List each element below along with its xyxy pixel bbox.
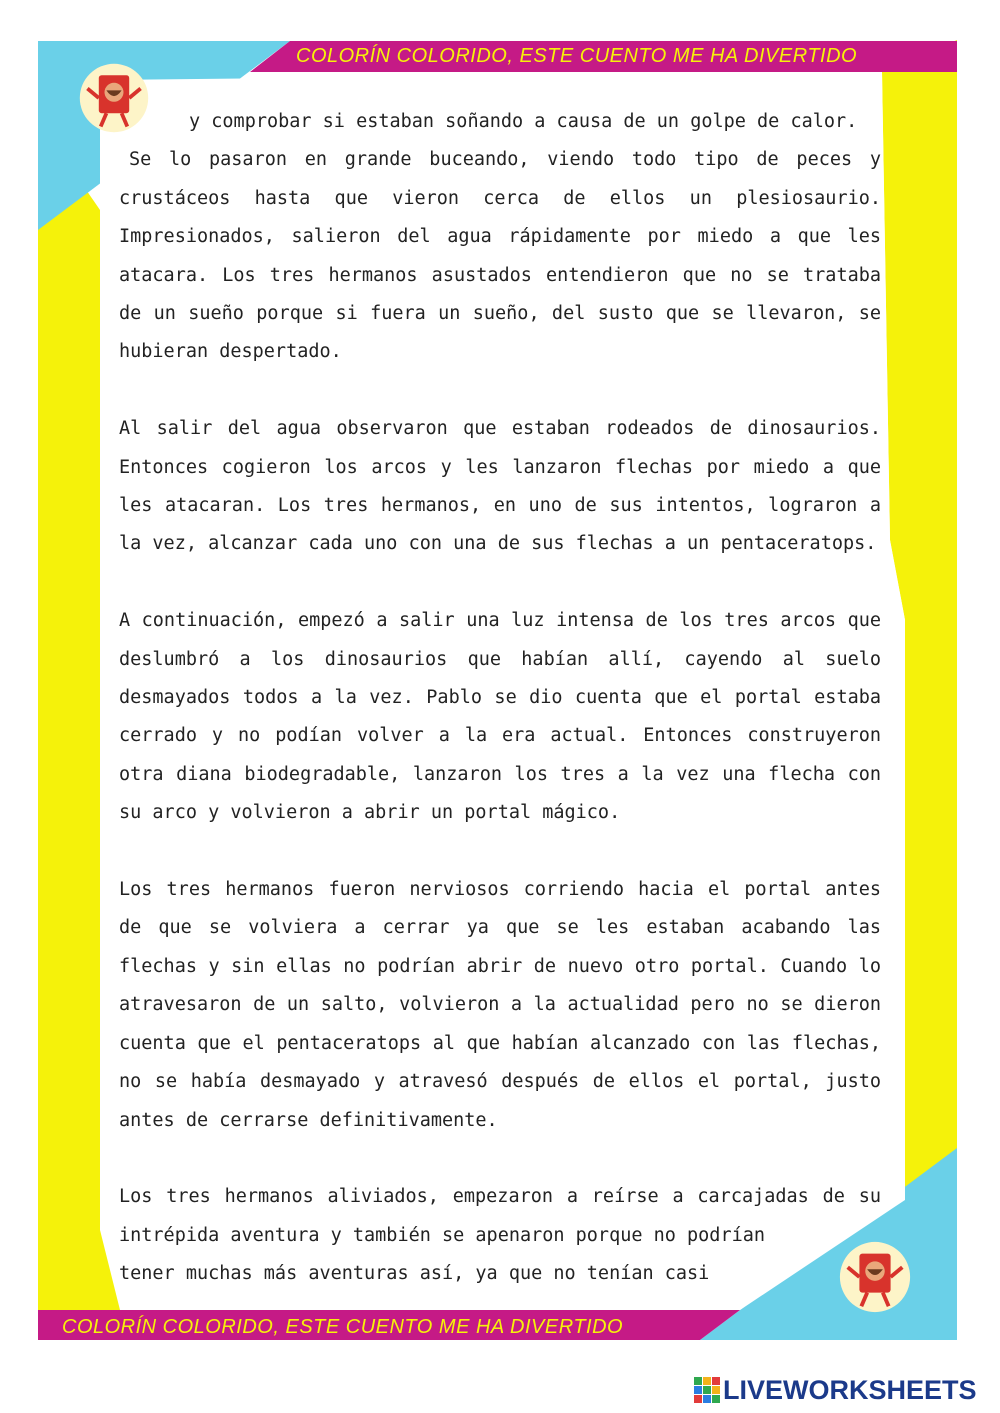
- text-line: Al salir del agua observaron que estaban rodeados de dinosaurios.: [119, 418, 881, 440]
- paragraph-4: [119, 871, 881, 1140]
- text-line: Entonces cogieron los arcos y les lanzaron flechas por miedo a que: [119, 456, 881, 478]
- text-line: les atacaran. Los tres hermanos, en uno de sus intentos, lograron a: [119, 495, 881, 517]
- paragraph-3: [119, 602, 881, 832]
- text-line: atravesaron de un salto, volvieron a la actualidad pero no se dieron: [119, 994, 881, 1016]
- text-line: de un sueño porque si fuera un sueño, del susto que se llevaron, se: [119, 303, 881, 325]
- text-line: Los tres hermanos fueron nerviosos corriendo hacia el portal antes: [119, 879, 881, 901]
- text-line: Impresionados, salieron del agua rápidamente por miedo a que les: [119, 226, 881, 248]
- text-line: hubieran despertado.: [119, 341, 342, 363]
- text-line: deslumbró a los dinosaurios que habían allí, cayendo al suelo: [119, 648, 881, 670]
- liveworksheets-brand[interactable]: [694, 1375, 977, 1405]
- text-line: antes de cerrarse definitivamente.: [119, 1109, 498, 1131]
- text-line: Se lo pasaron en grande buceando, viendo todo tipo de peces y: [129, 149, 881, 171]
- story-text: [119, 103, 881, 1294]
- text-line: intrépida aventura y también se apenaron porque no podrían: [119, 1224, 766, 1246]
- banner-bottom-text: COLORÍN COLORIDO, ESTE CUENTO ME HA DIVERTIDO: [62, 1316, 624, 1338]
- text-line: flechas y sin ellas no podrían abrir de nuevo otro portal. Cuando lo: [119, 955, 881, 977]
- brand-name: LIVEWORKSHEETS: [723, 1374, 977, 1405]
- text-line: otra diana biodegradable, lanzaron los tres a la vez una flecha con: [119, 763, 881, 785]
- text-line: no se había desmayado y atravesó después de ellos el portal, justo: [119, 1071, 881, 1093]
- paragraph-2: [119, 410, 881, 564]
- text-line: A continuación, empezó a salir una luz intensa de los tres arcos que: [119, 610, 881, 632]
- text-line: la vez, alcanzar cada uno con una de sus flechas a un pentaceratops.: [119, 533, 877, 555]
- paragraph-5: [119, 1178, 881, 1293]
- text-line: tener muchas más aventuras así, ya que no tenían casi: [119, 1263, 710, 1285]
- liveworksheets-logo-icon: [694, 1377, 720, 1403]
- text-line: cuenta que el pentaceratops al que habían alcanzado con las flechas,: [119, 1032, 881, 1054]
- text-line: desmayados todos a la vez. Pablo se dio cuenta que el portal estaba: [119, 687, 881, 709]
- text-line: de que se volviera a cerrar ya que se les estaban acabando las: [119, 917, 881, 939]
- text-line: crustáceos hasta que vieron cerca de ellos un plesiosaurio.: [119, 187, 881, 209]
- text-line: Los tres hermanos aliviados, empezaron a reírse a carcajadas de su: [119, 1186, 881, 1208]
- banner-top-text: COLORÍN COLORIDO, ESTE CUENTO ME HA DIVERTIDO: [296, 45, 858, 67]
- paragraph-1: [119, 103, 881, 372]
- text-line: atacara. Los tres hermanos asustados entendieron que no se trataba: [119, 264, 881, 286]
- text-line: su arco y volvieron a abrir un portal mágico.: [119, 802, 621, 824]
- text-line: y comprobar si estaban soñando a causa de un golpe de calor.: [189, 111, 858, 132]
- text-line: cerrado y no podían volver a la era actual. Entonces construyeron: [119, 725, 881, 747]
